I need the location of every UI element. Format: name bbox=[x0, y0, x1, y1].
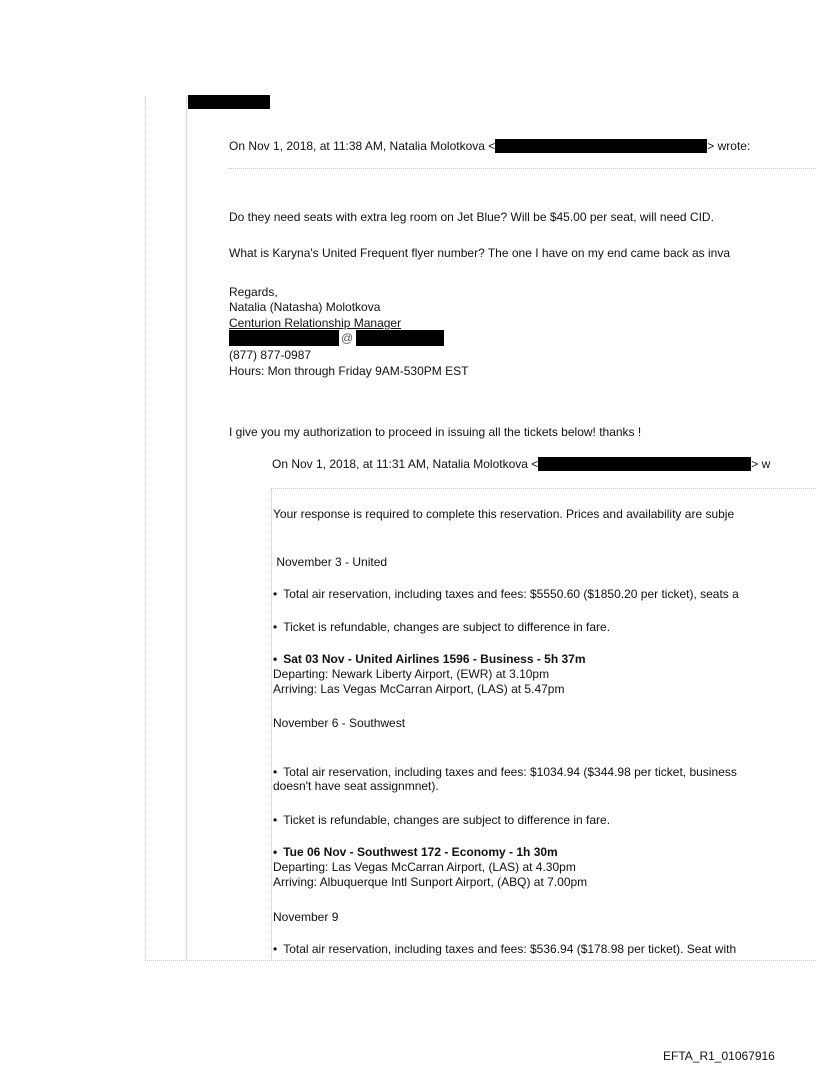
signature-phone: (877) 877-0987 bbox=[229, 348, 312, 362]
total-nov9: • Total air reservation, including taxes and fees: $536.94 ($178.98 per ticket). Seat with bbox=[273, 942, 736, 956]
reservation-intro: Your response is required to complete this reservation. Prices and availability are subje bbox=[273, 507, 735, 521]
signature-hours: Hours: Mon through Friday 9AM-530PM EST bbox=[229, 364, 469, 378]
section-heading-nov9: November 9 bbox=[273, 910, 339, 924]
total-nov6: • Total air reservation, including taxes and fees: $1034.94 ($344.98 per ticket, business bbox=[273, 765, 737, 779]
redaction-email-user bbox=[229, 330, 339, 346]
outer-email-line-1: Do they need seats with extra leg room on Jet Blue? Will be $45.00 per seat, will need CID. bbox=[229, 210, 714, 224]
redaction-email-address bbox=[495, 139, 707, 153]
attribution-suffix: > w bbox=[751, 457, 771, 471]
quote-border-outer bbox=[145, 96, 146, 960]
redaction-header bbox=[188, 95, 270, 109]
arriving-nov6: Arriving: Albuquerque Intl Sunport Airport, (ABQ) at 7.00pm bbox=[273, 875, 588, 889]
outer-email-attribution bbox=[229, 139, 750, 153]
flight-nov6: • Tue 06 Nov - Southwest 172 - Economy - 1h 30m bbox=[273, 845, 558, 859]
attribution-prefix: On Nov 1, 2018, at 11:38 AM, Natalia Molotkova < bbox=[229, 139, 496, 153]
signature-title: Centurion Relationship Manager bbox=[229, 316, 402, 330]
quote-border-top-inner-email bbox=[271, 488, 816, 489]
reply-text: I give you my authorization to proceed in issuing all the tickets below! thanks ! bbox=[229, 425, 642, 439]
refund-nov6: • Ticket is refundable, changes are subject to difference in fare. bbox=[273, 813, 610, 827]
outer-email-line-2: What is Karyna's United Frequent flyer number? The one I have on my end came back as inva bbox=[229, 246, 730, 260]
document-id: EFTA_R1_01067916 bbox=[663, 1049, 775, 1063]
quote-border-inner bbox=[271, 488, 272, 960]
flight-nov3: • Sat 03 Nov - United Airlines 1596 - Business - 5h 37m bbox=[273, 652, 586, 666]
departing-nov3: Departing: Newark Liberty Airport, (EWR) at 3.10pm bbox=[273, 667, 550, 681]
section-heading-nov6: November 6 - Southwest bbox=[273, 716, 406, 730]
arriving-nov3: Arriving: Las Vegas McCarran Airport, (LAS) at 5.47pm bbox=[273, 682, 565, 696]
total-nov3: • Total air reservation, including taxes and fees: $5550.60 ($1850.20 per ticket), seats a bbox=[273, 587, 739, 601]
quote-border-bottom bbox=[145, 960, 816, 961]
quote-border-middle bbox=[186, 96, 187, 960]
attribution-prefix: On Nov 1, 2018, at 11:31 AM, Natalia Molotkova < bbox=[272, 457, 539, 471]
departing-nov6: Departing: Las Vegas McCarran Airport, (LAS) at 4.30pm bbox=[273, 860, 576, 874]
attribution-suffix: > wrote: bbox=[707, 139, 751, 153]
section-heading-nov3: November 3 - United bbox=[273, 555, 388, 569]
redaction-email-domain bbox=[356, 330, 444, 346]
quote-border-top-outer-email bbox=[228, 168, 816, 169]
refund-nov3: • Ticket is refundable, changes are subject to difference in fare. bbox=[273, 620, 610, 634]
redaction-email-address bbox=[538, 457, 751, 471]
signature-name: Natalia (Natasha) Molotkova bbox=[229, 300, 381, 314]
signature-at-sign: @ bbox=[341, 331, 354, 345]
total-nov6-continued: doesn't have seat assignmnet). bbox=[273, 779, 439, 793]
inner-email-attribution bbox=[272, 457, 770, 471]
signature-regards: Regards, bbox=[229, 285, 278, 299]
